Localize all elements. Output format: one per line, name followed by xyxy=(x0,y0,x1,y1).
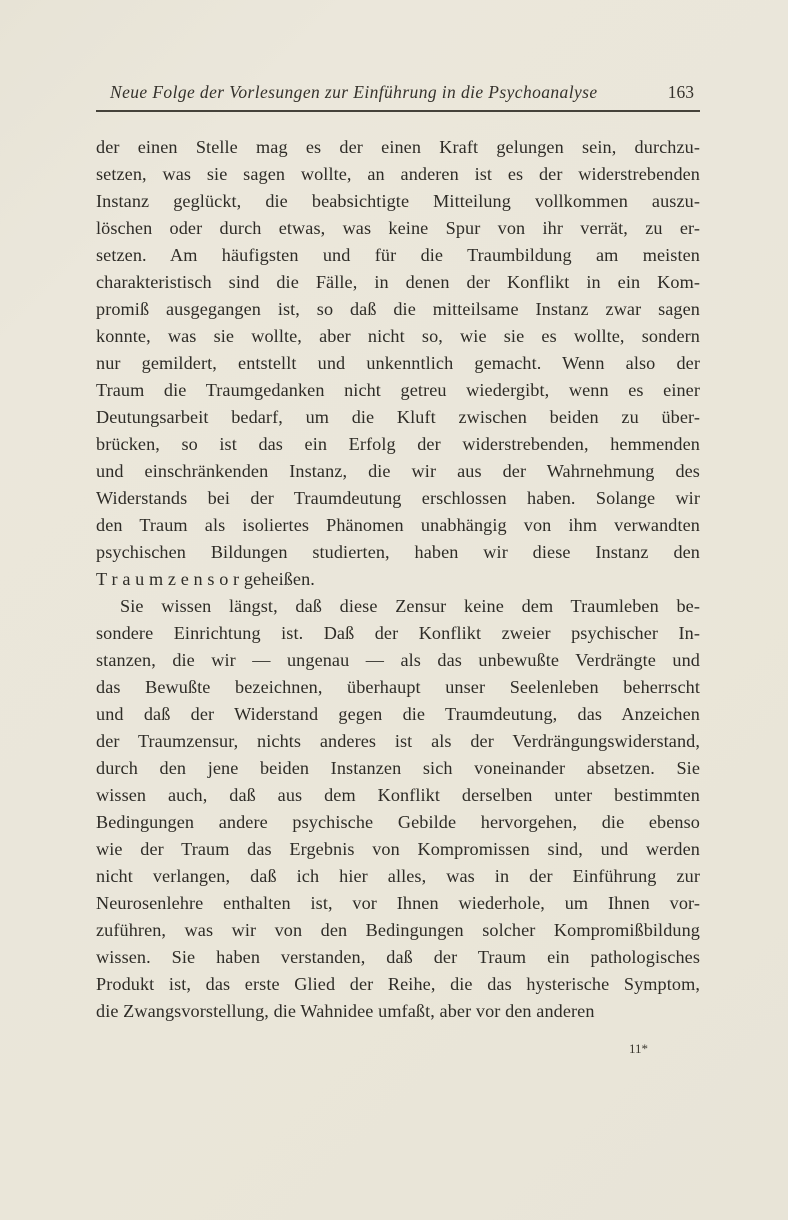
text-line: löschen oder durch etwas, was keine Spur von ihr verrät, zu er- xyxy=(96,218,700,238)
text-line: durch den jene beiden Instanzen sich voneinander absetzen. Sie xyxy=(96,758,700,778)
text-line: promiß ausgegangen ist, so daß die mitteilsame Instanz zwar sagen xyxy=(96,299,700,319)
text-line: stanzen, die wir — ungenau — als das unbewußte Verdrängte und xyxy=(96,650,700,670)
signature-mark: 11* xyxy=(628,1041,648,1056)
page-number: 163 xyxy=(667,82,694,102)
paragraph xyxy=(96,593,700,1025)
text-line: die Zwangsvorstellung, die Wahnidee umfaßt, aber vor den anderen xyxy=(96,1001,595,1021)
text-line: und daß der Widerstand gegen die Traumdeutung, das Anzeichen xyxy=(96,704,700,724)
text-line: nicht verlangen, daß ich hier alles, was in der Einführung zur xyxy=(96,866,700,886)
text-line: Traum die Traumgedanken nicht getreu wiedergibt, wenn es einer xyxy=(96,380,700,400)
text-line: Sie wissen längst, daß diese Zensur keine dem Traumleben be- xyxy=(120,596,700,616)
text-line: psychischen Bildungen studierten, haben wir diese Instanz den xyxy=(96,542,700,562)
text-line: wie der Traum das Ergebnis von Kompromissen sind, und werden xyxy=(96,839,700,859)
text-line: Deutungsarbeit bedarf, um die Kluft zwischen beiden zu über- xyxy=(96,407,700,427)
text-line: charakteristisch sind die Fälle, in denen der Konflikt in ein Kom- xyxy=(96,272,700,292)
text-line: wissen auch, daß aus dem Konflikt derselben unter bestimmten xyxy=(96,785,700,805)
text-line: Instanz geglückt, die beabsichtigte Mitteilung vollkommen auszu- xyxy=(96,191,700,211)
text-line: und einschränkenden Instanz, die wir aus der Wahrnehmung des xyxy=(96,461,700,481)
text-line: Widerstands bei der Traumdeutung erschlossen haben. Solange wir xyxy=(96,488,700,508)
text-line: nur gemildert, entstellt und unkenntlich gemacht. Wenn also der xyxy=(96,353,700,373)
text-line: das Bewußte bezeichnen, überhaupt unser Seelenleben beherrscht xyxy=(96,677,700,697)
running-head-title: Neue Folge der Vorlesungen zur Einführung in die Psychoanalyse xyxy=(110,82,598,102)
text-line: den Traum als isoliertes Phänomen unabhängig von ihm verwandten xyxy=(96,515,700,535)
text-line: zuführen, was wir von den Bedingungen solcher Kompromißbildung xyxy=(96,920,700,940)
running-head xyxy=(96,82,700,112)
text-line: konnte, was sie wollte, aber nicht so, wie sie es wollte, sondern xyxy=(96,326,700,346)
text-line: Produkt ist, das erste Glied der Reihe, die das hysterische Symptom, xyxy=(96,974,700,994)
page-body xyxy=(96,134,700,1025)
text-line: sondere Einrichtung ist. Daß der Konflikt zweier psychischer In- xyxy=(96,623,700,643)
text-line: Bedingungen andere psychische Gebilde hervorgehen, die ebenso xyxy=(96,812,700,832)
text-line: der Traumzensur, nichts anderes ist als der Verdrängungswiderstand, xyxy=(96,731,700,751)
text-line: T r a u m z e n s o r geheißen. xyxy=(96,569,315,589)
text-line: der einen Stelle mag es der einen Kraft gelungen sein, durchzu- xyxy=(96,137,700,157)
text-line: Neurosenlehre enthalten ist, vor Ihnen wiederhole, um Ihnen vor- xyxy=(96,893,700,913)
text-line: brücken, so ist das ein Erfolg der widerstrebenden, hemmenden xyxy=(96,434,700,454)
paragraph xyxy=(96,134,700,593)
text-line: setzen. Am häufigsten und für die Traumbildung am meisten xyxy=(96,245,700,265)
text-line: wissen. Sie haben verstanden, daß der Traum ein pathologisches xyxy=(96,947,700,967)
text-line: setzen, was sie sagen wollte, an anderen ist es der widerstrebenden xyxy=(96,164,700,184)
